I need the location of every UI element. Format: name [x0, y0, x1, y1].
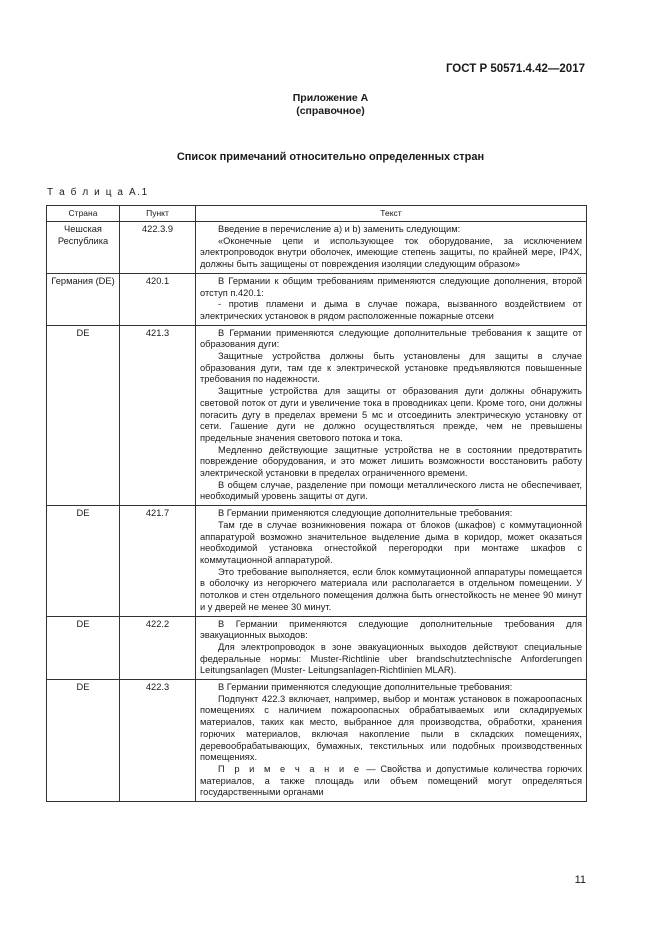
notes-table [46, 205, 587, 802]
cell-clause: 420.1 [120, 273, 196, 325]
list-title: Список примечаний относительно определенных стран [176, 151, 485, 163]
paragraph: В Германии применяются следующие дополнительные требования к защите от образования дуги: [200, 327, 582, 350]
cell-clause: 421.3 [120, 325, 196, 506]
table-note [200, 764, 582, 799]
paragraph: Подпункт 422.3 включает, например, выбор и монтаж установок в пожароопасных помещениях с наличием пожароопасных обрабатываемых или складируемых материалов, таких как место, выбранное для производства, обработки, хранения горючих материалов, включая накопление пыли в складских помещениях, деревообрабатывающих, бумажных, текстильных или подобных производственных помещениях. [200, 693, 582, 763]
cell-country: Чешская Республика [47, 222, 120, 274]
annex-title: Приложение А [292, 92, 369, 104]
cell-clause: 422.3.9 [120, 222, 196, 274]
document-code: ГОСТ Р 50571.4.42—2017 [445, 63, 585, 75]
paragraph: «Оконечные цепи и использующее ток оборудование, за исключением электропроводок внутри оболочек, имеющие степень защиты, по крайней мере, IP4X, должны быть защищены от повреждения изоляции следующим образом» [200, 235, 582, 270]
paragraph: Это требование выполняется, если блок коммутационной аппаратуры помещается в оболочку из негорючего материала или располагается в отдельном помещении. У потолков и стен отдельного помещения должна быть огнестойкость не менее 90 минут и у дверей не менее 30 минут. [200, 566, 582, 612]
table-row [47, 680, 587, 802]
paragraph: В Германии применяются следующие дополнительные требования: [218, 508, 513, 519]
paragraph: В Германии к общим требованиям применяются следующие дополнения, второй отступ п.420.1: [200, 275, 582, 298]
cell-text [196, 222, 587, 274]
header-clause: Пункт [120, 206, 196, 222]
cell-country: DE [47, 680, 120, 802]
paragraph: Защитные устройства для защиты от образования дуги должны обнаружить световой поток от дуги и увеличение тока в проводниках цепи. Кроме того, они должны погасить дугу в пределах времени 5 мс и отсоединить электрическую установку от сети. Гашение дуги не должно осуществляться прежде, чем не превышены предельные значения светового потока и тока. [200, 386, 582, 443]
paragraph: В Германии применяются следующие дополнительные требования: [218, 682, 513, 693]
cell-text [196, 680, 587, 802]
table-row [47, 506, 587, 616]
note-label: П р и м е ч а н и е [218, 763, 362, 774]
page-number: 11 [574, 874, 586, 886]
note-text: — Свойства и допустимые количества горючих материалов, а также площадь или объем помещений могут определяться государственными органами [200, 763, 582, 798]
cell-country: DE [47, 506, 120, 616]
table-row [47, 616, 587, 680]
cell-text [196, 325, 587, 506]
cell-text [196, 273, 587, 325]
table-row [47, 222, 587, 274]
table-header-row [47, 206, 587, 222]
cell-text [196, 506, 587, 616]
cell-clause: 421.7 [120, 506, 196, 616]
paragraph: Там где в случае возникновения пожара от блоков (шкафов) с коммутационной аппаратурой возможно значительное выделение дыма в коридор, может оказаться необходимой установка огнестойкой перегородки при монтаже шкафов с коммутационной аппаратурой. [200, 519, 582, 565]
cell-country: DE [47, 616, 120, 680]
table-row [47, 273, 587, 325]
paragraph: Введение в перечисление а) и b) заменить следующим: [218, 224, 461, 234]
paragraph: - против пламени и дыма в случае пожара, вызванного воздействием от электрических установок в рядом расположенные пожарные отсеки [200, 299, 582, 321]
cell-clause: 422.2 [120, 616, 196, 680]
cell-clause: 422.3 [120, 680, 196, 802]
cell-text [196, 616, 587, 680]
annex-heading [0, 92, 661, 118]
header-country: Страна [47, 206, 120, 222]
paragraph: В Германии применяются следующие дополнительные требования для эвакуационных выходов: [200, 618, 582, 641]
paragraph: Медленно действующие защитные устройства не в состоянии предотвратить повреждение оборудования, и это может лишить возможности восстановить работу электрической установки в пределах ограниченного времени. [200, 444, 582, 479]
cell-country: Германия (DE) [47, 273, 120, 325]
header-text: Текст [196, 206, 587, 222]
table-row [47, 325, 587, 506]
cell-country: DE [47, 325, 120, 506]
paragraph: Для электропроводок в зоне эвакуационных выходов действуют специальные федеральные нормы: Muster-Richtlinie uber brandschutztechnische Anforderungen Leitungsanlagen (Muster- Leitungsanlagen-Richtlinien MLAR). [200, 641, 582, 676]
paragraph: В общем случае, разделение при помощи металлического листа не обеспечивает, необходимый уровень защиты от дуги. [200, 479, 582, 502]
table-label: Т а б л и ц а А.1 [47, 187, 149, 198]
paragraph: Защитные устройства должны быть установлены для защиты в случае образования дуги, там где к электрической установке предъявляются повышенные требования по надежности. [200, 351, 582, 385]
annex-subtitle: (справочное) [296, 105, 365, 117]
